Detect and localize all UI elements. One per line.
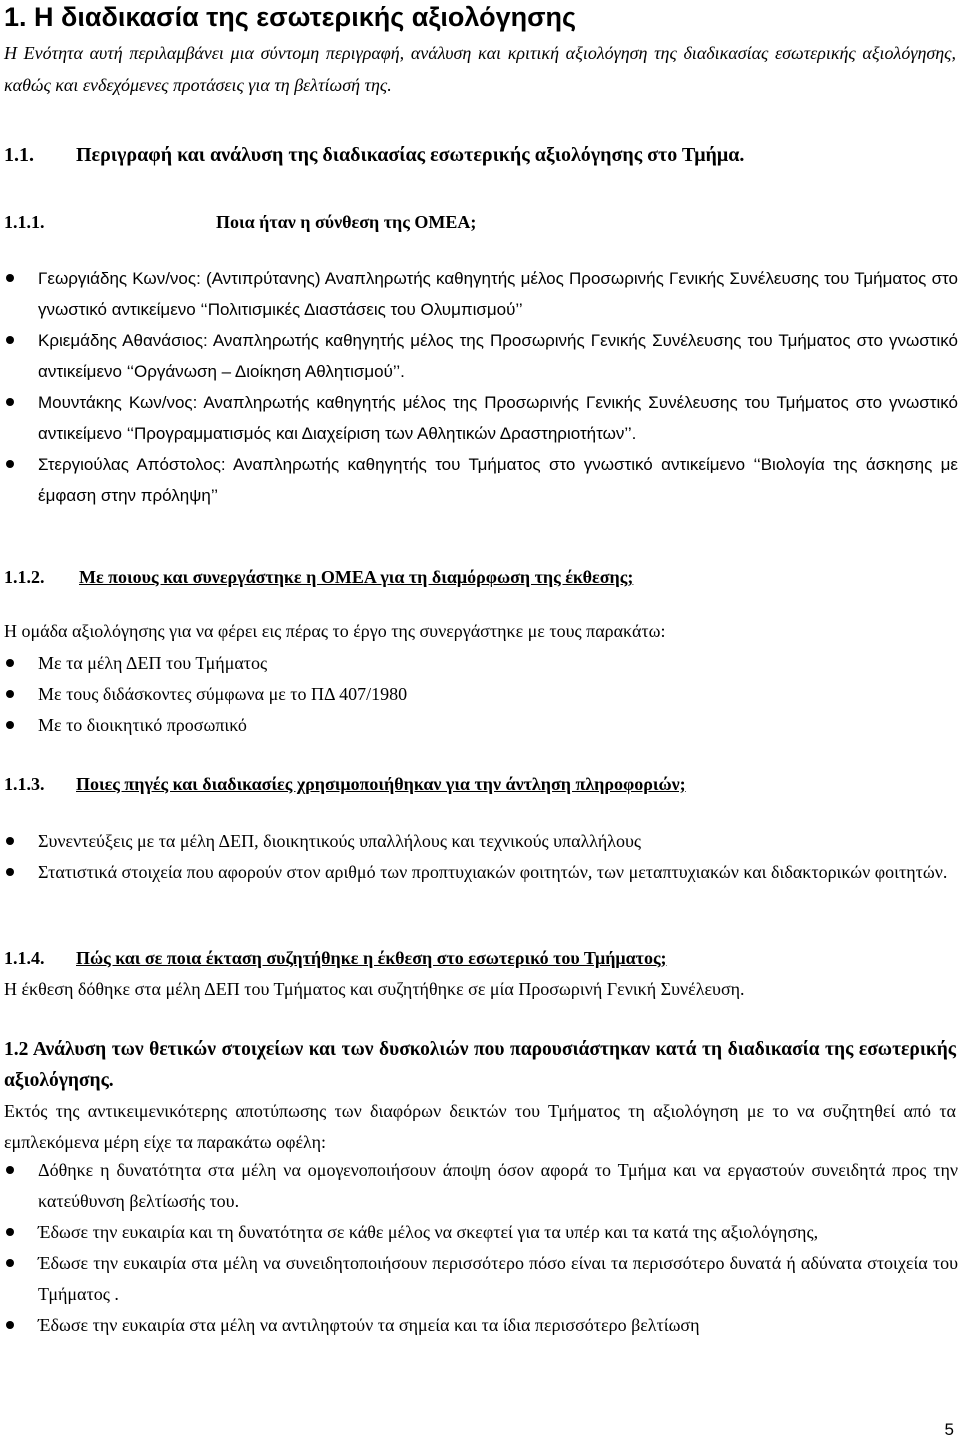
bullet-icon xyxy=(6,336,14,344)
section-1-2-text: Εκτός της αντικειμενικότερης αποτύπωσης των διαφόρων δεικτών του Τμήματος τη αξιολόγηση με το να συζητηθεί από τα εμπλεκόμενα μέρη είχε τα παρακάτω οφέλη: xyxy=(4,1101,956,1152)
question-number: 1.1.2. xyxy=(4,567,45,587)
collaborators-list xyxy=(0,648,958,741)
list-item-text: Με το διοικητικό προσωπικό xyxy=(38,715,247,735)
list-item xyxy=(0,387,958,449)
question-title: Ποιες πηγές και διαδικασίες χρησιμοποιήθηκαν για την άντληση πληροφοριών; xyxy=(76,774,686,794)
list-item xyxy=(0,325,958,387)
list-item xyxy=(0,1155,958,1217)
list-item-text: Έδωσε την ευκαιρία και τη δυνατότητα σε κάθε μέλος να σκεφτεί για τα υπέρ και τα κατά της αξιολόγησης, xyxy=(38,1222,819,1242)
section-1-2-heading: 1.2 Ανάλυση των θετικών στοιχείων και των δυσκολιών που παρουσιάστηκαν κατά τη διαδικασία της εσωτερικής αξιολόγησης. xyxy=(4,1039,956,1091)
question-number: 1.1.1. xyxy=(4,212,45,232)
bullet-icon xyxy=(6,274,14,282)
bullet-icon xyxy=(6,1228,14,1236)
sources-list xyxy=(0,826,958,888)
question-number: 1.1.4. xyxy=(4,948,45,968)
list-item xyxy=(0,1310,958,1341)
intro-paragraph: Η Ενότητα αυτή περιλαμβάνει μια σύντομη περιγραφή, ανάλυση και κριτική αξιολόγηση της διαδικασίας εσωτερικής αξιολόγησης, καθώς και ενδεχόμενες προτάσεις για τη βελτίωσή της. xyxy=(4,43,956,95)
benefits-list xyxy=(0,1155,958,1341)
question-number: 1.1.3. xyxy=(4,774,45,794)
question-3-heading xyxy=(4,772,686,796)
bullet-icon xyxy=(6,868,14,876)
bullet-icon xyxy=(6,460,14,468)
page-number: 5 xyxy=(944,1420,954,1439)
list-item-text: Μουντάκης Κων/νος: Αναπληρωτής καθηγητής μέλος της Προσωρινής Γενικής Συνέλευσης του Τμήματος στο γνωστικό αντικείμενο ‘‘Προγραμματισμός και Διαχείριση των Αθλητικών Δραστηριοτήτων’’. xyxy=(38,393,958,443)
bullet-icon xyxy=(6,1259,14,1267)
list-item xyxy=(0,449,958,511)
list-item xyxy=(0,263,958,325)
bullet-icon xyxy=(6,837,14,845)
list-item-text: Με τους διδάσκοντες σύμφωνα με το ΠΔ 407/1980 xyxy=(38,684,408,704)
bullet-icon xyxy=(6,659,14,667)
list-item-text: Έδωσε την ευκαιρία στα μέλη να συνειδητοποιήσουν περισσότερο πόσο είναι τα περισσότερο δυνατά ή αδύνατα στοιχεία του Τμήματος . xyxy=(38,1253,958,1304)
list-item-text: Έδωσε την ευκαιρία στα μέλη να αντιληφτούν τα σημεία και τα ίδια περισσότερο βελτίωση xyxy=(38,1315,700,1335)
committee-members-list xyxy=(0,263,958,511)
bullet-icon xyxy=(6,690,14,698)
section-1-1-heading xyxy=(4,144,744,167)
question-4-text: Η έκθεση δόθηκε στα μέλη ΔΕΠ του Τμήματος και συζητήθηκε σε μία Προσωρινή Γενική Συνέλευση. xyxy=(4,979,745,999)
list-item xyxy=(0,648,958,679)
bullet-icon xyxy=(6,721,14,729)
bullet-icon xyxy=(6,1321,14,1329)
list-item-text: Με τα μέλη ΔΕΠ του Τμήματος xyxy=(38,653,268,673)
list-item-text: Στατιστικά στοιχεία που αφορούν στον αριθμό των προπτυχιακών φοιτητών, των μεταπτυχιακών και διδακτορικών φοιτητών. xyxy=(38,862,948,882)
list-item-text: Δόθηκε η δυνατότητα στα μέλη να ομογενοποιήσουν άποψη όσον αφορά το Τμήμα και να εργαστούν συνειδητά προς την κατεύθυνση βελτίωσής του. xyxy=(38,1160,958,1211)
list-item xyxy=(0,679,958,710)
list-item-text: Γεωργιάδης Κων/νος: (Αντιπρύτανης) Αναπληρωτής καθηγητής μέλος Προσωρινής Γενικής Συνέλευσης του Τμήματος στο γνωστικό αντικείμενο ‘‘Πολιτισμικές Διαστάσεις του Ολυμπισμού’’ xyxy=(38,269,958,319)
section-title: Περιγραφή και ανάλυση της διαδικασίας εσωτερικής αξιολόγησης στο Τμήμα. xyxy=(76,144,745,166)
list-item-text: Κριεμάδης Αθανάσιος: Αναπληρωτής καθηγητής μέλος της Προσωρινής Γενικής Συνέλευσης του Τμήματος στο γνωστικό αντικείμενο ‘‘Οργάνωση – Διοίκηση Αθλητισμού’’. xyxy=(38,331,958,381)
question-title: Με ποιους και συνεργάστηκε η ΟΜΕΑ για τη διαμόρφωση της έκθεσης; xyxy=(79,567,634,587)
question-1-heading xyxy=(4,210,476,234)
list-item xyxy=(0,857,958,888)
question-2-heading xyxy=(4,565,633,589)
section-number: 1.1. xyxy=(4,144,34,166)
bullet-icon xyxy=(6,398,14,406)
list-item-text: Συνεντεύξεις με τα μέλη ΔΕΠ, διοικητικούς υπαλλήλους και τεχνικούς υπαλλήλους xyxy=(38,831,642,851)
question-title: Ποια ήταν η σύνθεση της ΟΜΕΑ; xyxy=(216,212,477,232)
list-item xyxy=(0,826,958,857)
list-item xyxy=(0,1248,958,1310)
list-item xyxy=(0,1217,958,1248)
question-4-heading xyxy=(4,946,667,970)
list-item xyxy=(0,710,958,741)
question-2-text: Η ομάδα αξιολόγησης για να φέρει εις πέρας το έργο της συνεργάστηκε με τους παρακάτω: xyxy=(4,621,666,641)
page-title: 1. Η διαδικασία της εσωτερικής αξιολόγησης xyxy=(4,2,577,32)
list-item-text: Στεργιούλας Απόστολος: Αναπληρωτής καθηγητής του Τμήματος στο γνωστικό αντικείμενο ‘‘Βιολογία της άσκησης με έμφαση στην πρόληψη’’ xyxy=(38,455,958,505)
bullet-icon xyxy=(6,1166,14,1174)
question-title: Πώς και σε ποια έκταση συζητήθηκε η έκθεση στο εσωτερικό του Τμήματος; xyxy=(76,948,667,968)
